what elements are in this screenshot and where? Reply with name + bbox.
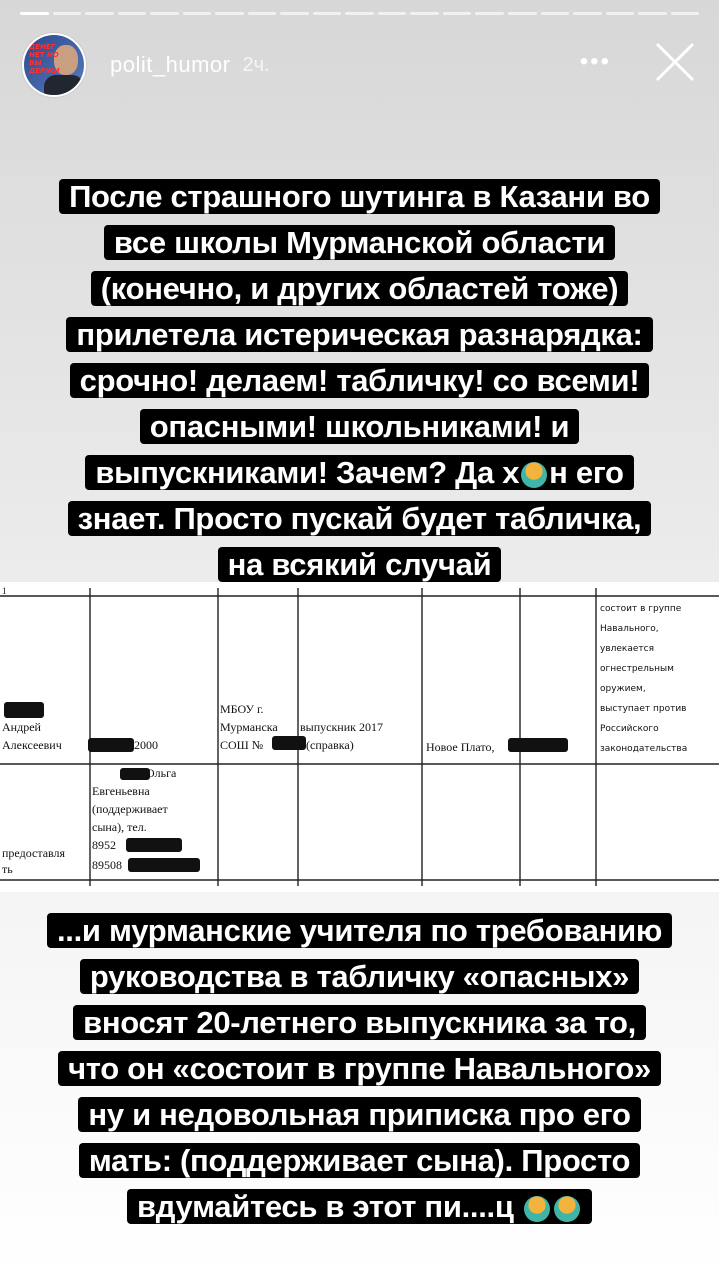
redaction bbox=[128, 858, 200, 872]
redaction bbox=[4, 702, 44, 718]
progress-segment bbox=[378, 12, 407, 15]
progress-segment bbox=[606, 12, 635, 15]
caption-line: срочно! делаем! табличку! со всеми! bbox=[70, 363, 650, 398]
note-line: законодательства bbox=[600, 744, 688, 754]
caption-line: ...и мурманские учителя по требованию bbox=[47, 913, 672, 948]
redaction bbox=[126, 838, 182, 852]
story-header bbox=[22, 34, 697, 96]
redaction bbox=[88, 738, 134, 752]
progress-segment bbox=[475, 12, 504, 15]
action-line: предоставля bbox=[2, 846, 66, 860]
caption-bottom bbox=[0, 908, 719, 1230]
note-line: Российского bbox=[600, 724, 659, 734]
person-gesturing-ok-emoji bbox=[524, 1196, 550, 1222]
caption-top bbox=[0, 174, 719, 588]
birth-year: 2000 bbox=[134, 738, 158, 752]
progress-segment bbox=[118, 12, 147, 15]
caption-line: что он «состоит в группе Навального» bbox=[58, 1051, 661, 1086]
caption-line: опасными! школьниками! и bbox=[140, 409, 579, 444]
caption-line: вносят 20-летнего выпускника за то, bbox=[73, 1005, 646, 1040]
progress-segment bbox=[215, 12, 244, 15]
note-line: увлекается bbox=[600, 644, 655, 654]
more-options-icon[interactable]: ••• bbox=[579, 48, 611, 75]
caption-line: на всякий случай bbox=[218, 547, 502, 582]
redaction bbox=[272, 736, 306, 750]
parent-line: 8952 bbox=[92, 838, 116, 852]
caption-line: ну и недовольная приписка про его bbox=[78, 1097, 640, 1132]
post-time: 2ч. bbox=[242, 53, 270, 76]
status-line: выпускник 2017 bbox=[300, 720, 383, 734]
parent-line: Евгеньевна bbox=[92, 784, 150, 798]
caption-line: знает. Просто пускай будет табличка, bbox=[68, 501, 652, 536]
name-first: Андрей bbox=[2, 720, 41, 734]
school-line: СОШ № bbox=[220, 738, 264, 752]
caption-line: мать: (поддерживает сына). Просто bbox=[79, 1143, 640, 1178]
caption-line: (конечно, и других областей тоже) bbox=[91, 271, 629, 306]
progress-segment bbox=[183, 12, 212, 15]
parent-line: сына), тел. bbox=[92, 820, 147, 834]
action-line: ть bbox=[2, 862, 13, 876]
man-facepalming-emoji bbox=[554, 1196, 580, 1222]
progress-segment bbox=[410, 12, 439, 15]
parent-line: (поддерживает bbox=[92, 802, 168, 816]
parent-line: 89508 bbox=[92, 858, 122, 872]
progress-segment bbox=[20, 12, 49, 15]
redaction bbox=[508, 738, 568, 752]
caption-line: все школы Мурманской области bbox=[104, 225, 615, 260]
row-number: 1 bbox=[2, 586, 7, 596]
note-line: огнестрельным bbox=[600, 664, 674, 674]
caption-line-emoji bbox=[127, 1189, 592, 1224]
caption-text: н его bbox=[549, 455, 624, 490]
school-line: Мурманска bbox=[220, 720, 278, 734]
progress-segment bbox=[638, 12, 667, 15]
note-line: оружием, bbox=[600, 684, 646, 694]
avatar[interactable] bbox=[22, 33, 86, 97]
avatar-body bbox=[44, 75, 84, 95]
note-line: выступает против bbox=[600, 704, 687, 714]
close-icon[interactable] bbox=[653, 40, 697, 84]
progress-segment bbox=[280, 12, 309, 15]
parent-line: Ольга bbox=[146, 766, 177, 780]
progress-segment bbox=[671, 12, 700, 15]
progress-segment bbox=[248, 12, 277, 15]
progress-segment bbox=[345, 12, 374, 15]
story-progress-bar bbox=[20, 12, 699, 16]
status-line: (справка) bbox=[306, 738, 354, 752]
school-line: МБОУ г. bbox=[220, 702, 264, 716]
progress-segment bbox=[150, 12, 179, 15]
caption-line: После страшного шутинга в Казани во bbox=[59, 179, 660, 214]
caption-line: прилетела истерическая разнарядка: bbox=[66, 317, 652, 352]
name-patronymic: Алексеевич bbox=[2, 738, 62, 752]
progress-segment bbox=[53, 12, 82, 15]
progress-segment bbox=[508, 12, 537, 15]
caption-text: вдумайтесь в этот пи....ц bbox=[137, 1189, 514, 1224]
note-line: состоит в группе bbox=[600, 604, 682, 614]
caption-line: руководства в табличку «опасных» bbox=[80, 959, 639, 994]
progress-segment bbox=[573, 12, 602, 15]
note-line: Навального, bbox=[600, 624, 659, 634]
person-gesturing-no-emoji bbox=[521, 462, 547, 488]
progress-segment bbox=[313, 12, 342, 15]
avatar-caption: ДЕНЕГ НЕТ НО ВЫ ДЕРЖИ bbox=[29, 43, 60, 75]
username[interactable]: polit_humor bbox=[110, 52, 231, 77]
progress-segment bbox=[443, 12, 472, 15]
document-table-photo bbox=[0, 582, 719, 892]
caption-text: выпускниками! Зачем? Да х bbox=[95, 455, 520, 490]
caption-line-emoji bbox=[85, 455, 633, 490]
progress-segment bbox=[541, 12, 570, 15]
place: Новое Плато, bbox=[426, 740, 495, 754]
progress-segment bbox=[85, 12, 114, 15]
